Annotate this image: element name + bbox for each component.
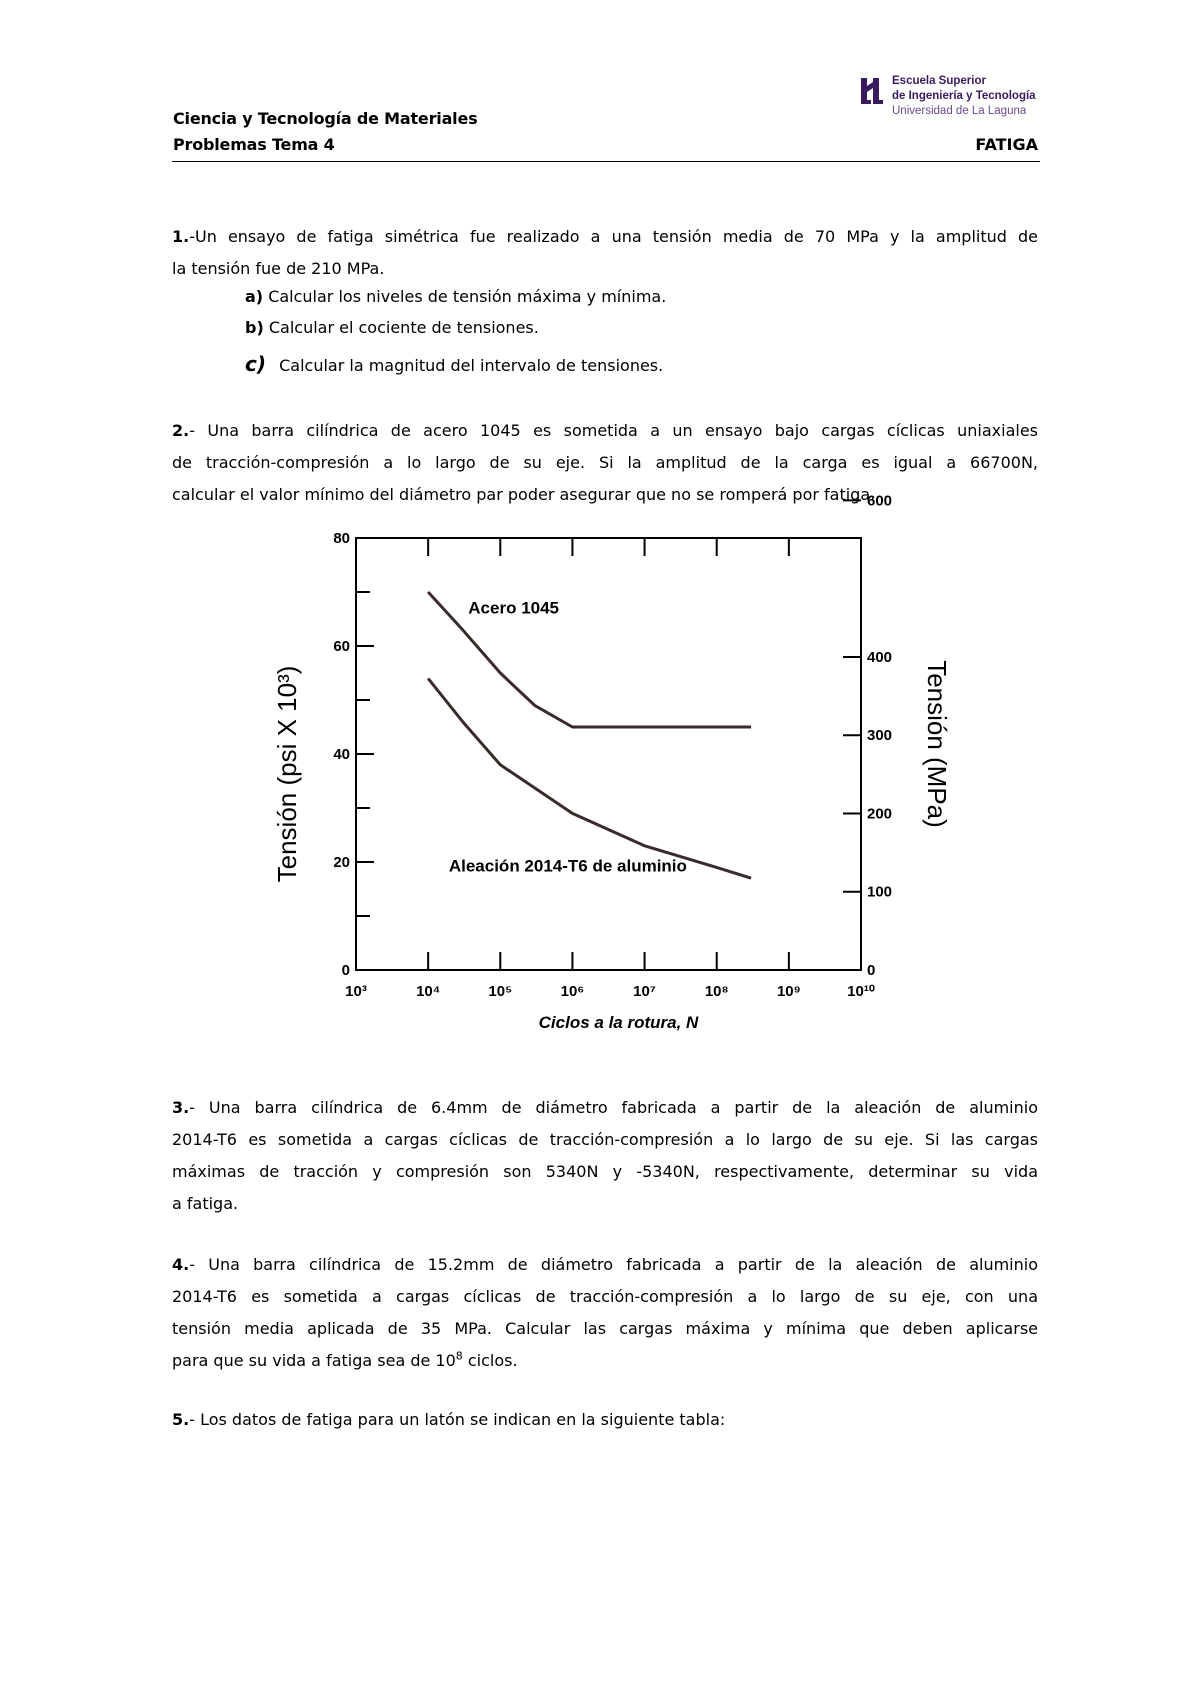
problem-3-number: 3. [172, 1098, 190, 1117]
y-tick-label-left: 0 [341, 962, 350, 979]
page-header [172, 109, 1040, 162]
problem-2-line-1: 2.- Una barra cilíndrica de acero 1045 es sometida a un ensayo bajo cargas cíclicas uniaxiales [172, 421, 1038, 440]
problem-3-line-3: máximas de tracción y compresión son 5340N y -5340N, respectivamente, determinar su vida [172, 1162, 1038, 1181]
series-line-2 [428, 678, 751, 878]
problem-3 [172, 1093, 1038, 1221]
y-tick-label-left: 20 [333, 854, 350, 871]
ull-logo-icon [858, 76, 888, 106]
problem-4-line-1: 4.- Una barra cilíndrica de 15.2mm de diámetro fabricada a partir de la aleación de aluminio [172, 1255, 1038, 1274]
y-axis-label-right: Tensión (MPa) [922, 660, 952, 828]
problem-1-number: 1. [172, 227, 190, 246]
problem-4-line-2: 2014-T6 es sometida a cargas cíclicas de tracción-compresión a lo largo de su eje, con una [172, 1287, 1038, 1306]
problem-1-part-a [245, 287, 666, 306]
problem-4-number: 4. [172, 1255, 190, 1274]
x-tick-label: 10¹⁰ [847, 983, 875, 1000]
x-tick-label: 10³ [345, 983, 367, 1000]
y-tick-label-right: 200 [867, 805, 893, 823]
problem-1 [172, 222, 1038, 286]
logo-line-2: de Ingeniería y Tecnología [892, 90, 1036, 102]
x-tick-label: 10⁸ [704, 983, 729, 1000]
plot-frame [356, 538, 861, 970]
y-tick-label-right: 100 [867, 883, 893, 901]
x-tick-label: 10⁹ [776, 983, 801, 1000]
problem-1-line-2: la tensión fue de 210 MPa. [172, 259, 385, 278]
part-b-label: b) [245, 318, 264, 337]
topic-title: FATIGA [975, 135, 1038, 154]
y-tick-label-right: 600 [867, 492, 893, 510]
x-tick-label: 10⁷ [633, 983, 657, 1000]
y-tick-label-left: 80 [333, 530, 350, 547]
part-a-label: a) [245, 287, 264, 306]
problem-5-number: 5. [172, 1410, 190, 1429]
problem-2-line-2: de tracción-compresión a lo largo de su eje. Si la amplitud de la carga es igual a 66700N, [172, 453, 1038, 472]
part-b-text: Calcular el cociente de tensiones. [263, 318, 539, 337]
part-a-text: Calcular los niveles de tensión máxima y mínima. [263, 287, 667, 306]
problem-5-line-1: 5.- Los datos de fatiga para un latón se indican en la siguiente tabla: [172, 1410, 726, 1429]
problem-3-line-2: 2014-T6 es sometida a cargas cíclicas de tracción-compresión a lo largo de su eje. Si las cargas [172, 1130, 1038, 1149]
x-axis-label: Ciclos a la rotura, N [538, 1013, 699, 1032]
problem-1-line-1: 1.-Un ensayo de fatiga simétrica fue realizado a una tensión media de 70 MPa y la amplitud de [172, 227, 1038, 246]
problem-1-part-b [245, 318, 539, 337]
series-label-aluminio: Aleación 2014-T6 de aluminio [448, 856, 687, 876]
problem-2 [172, 416, 1038, 512]
x-tick-label: 10⁴ [416, 983, 441, 1000]
y-tick-label-left: 40 [333, 746, 350, 763]
problem-4 [172, 1250, 1038, 1378]
y-tick-label-left: 60 [333, 638, 350, 655]
problem-5 [172, 1405, 1038, 1437]
problem-4-line-3: tensión media aplicada de 35 MPa. Calcular las cargas máxima y mínima que deben aplicarse [172, 1319, 1038, 1338]
part-c-text: Calcular la magnitud del intervalo de tensiones. [279, 356, 664, 375]
logo-line-1: Escuela Superior [892, 75, 986, 87]
x-tick-label: 10⁶ [560, 983, 585, 1000]
y-tick-label-right: 0 [867, 962, 876, 979]
series-label-acero: Acero 1045 [468, 598, 560, 618]
y-tick-label-right: 400 [867, 648, 893, 666]
y-tick-label-right: 300 [867, 727, 893, 745]
part-c-label: c) [245, 352, 266, 376]
problem-set-title: Problemas Tema 4 [173, 135, 335, 154]
x-tick-label: 10⁵ [488, 983, 513, 1000]
problem-2-number: 2. [172, 421, 190, 440]
problem-3-line-1: 3.- Una barra cilíndrica de 6.4mm de diámetro fabricada a partir de la aleación de aluminio [172, 1098, 1038, 1117]
logo-line-3: Universidad de La Laguna [892, 105, 1027, 117]
y-axis-label-left: Tensión (psi X 10³) [272, 665, 302, 883]
problem-3-line-4: a fatiga. [172, 1194, 239, 1213]
course-title: Ciencia y Tecnología de Materiales [173, 109, 478, 128]
problem-4-line-4: para que su vida a fatiga sea de $10^8$ ciclos. [172, 1349, 518, 1370]
problem-2-line-3: calcular el valor mínimo del diámetro par poder asegurar que no se romperá por fatiga. [172, 485, 876, 504]
problem-1-part-c [245, 352, 663, 376]
